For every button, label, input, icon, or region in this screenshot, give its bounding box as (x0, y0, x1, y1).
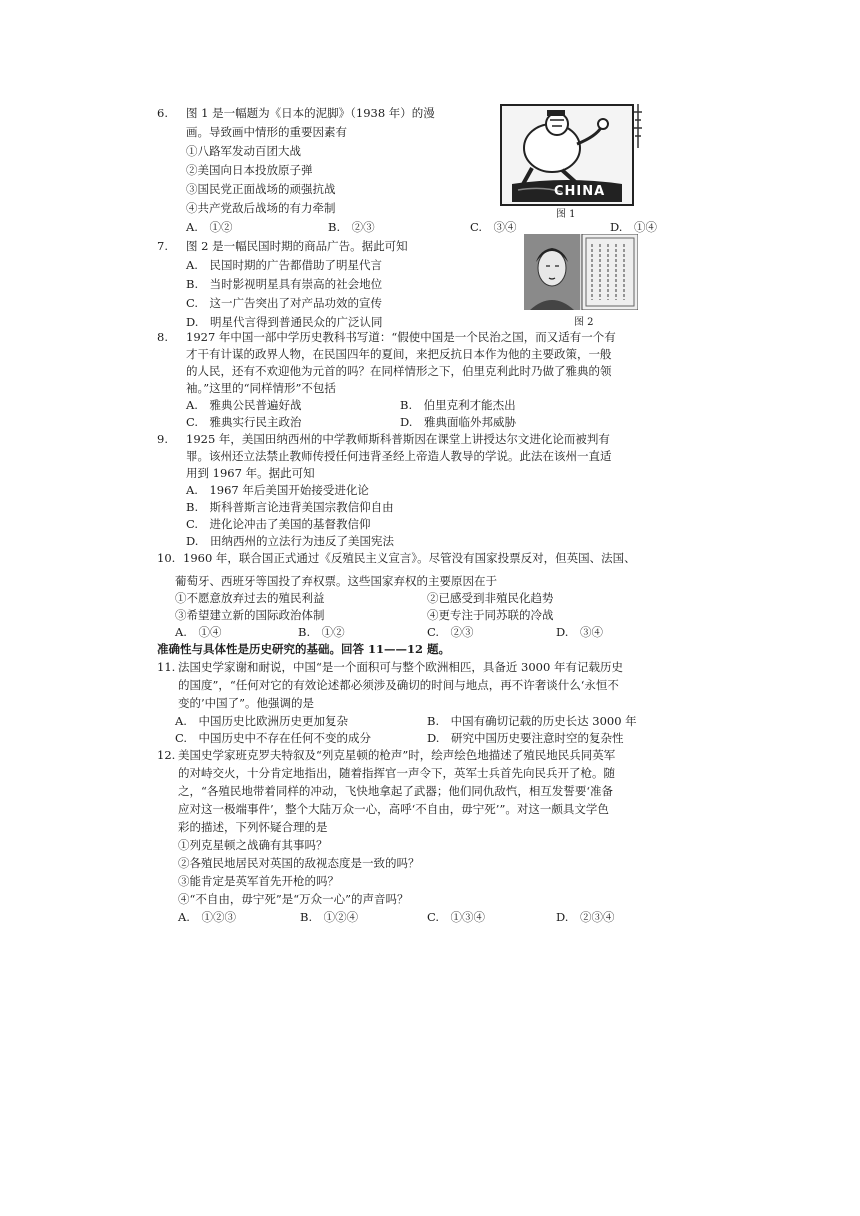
q11-option-c[interactable]: C. 中国历史中不存在任何不变的成分 (175, 731, 372, 745)
q12-item-3: ③能肯定是英军首先开枪的吗？ (178, 874, 339, 888)
q8-option-c[interactable]: C. 雅典实行民主政治 (186, 415, 302, 429)
q10-item-2: ②已感受到非殖民化趋势 (427, 591, 554, 605)
q12-option-c[interactable]: C. ①③④ (427, 910, 486, 924)
q9-option-d[interactable]: D. 田纳西州的立法行为违反了美国宪法 (186, 534, 394, 548)
q9-number: 9. (157, 432, 168, 446)
q6-option-c[interactable]: C. ③④ (470, 220, 517, 234)
q12-stem-line2: 的对峙交火，十分肯定地指出，随着指挥官一声令下，英军士兵首先向民兵开了枪。随 (178, 766, 615, 780)
q7-number: 7. (157, 239, 168, 253)
q10-option-d[interactable]: D. ③④ (556, 625, 603, 639)
q8-option-b[interactable]: B. 伯里克利才能杰出 (400, 398, 516, 412)
q10-number-visible: 10. (157, 551, 176, 565)
q10-item-3: ③希望建立新的国际政治体制 (175, 608, 325, 622)
q6-item-4: ④共产党敌后战场的有力牵制 (186, 201, 336, 215)
q6-item-3: ③国民党正面战场的顽强抗战 (186, 182, 336, 196)
q7-option-b[interactable]: B. 当时影视明星具有崇高的社会地位 (186, 277, 383, 291)
q9-option-b[interactable]: B. 斯科普斯言论违背美国宗教信仰自由 (186, 500, 394, 514)
q9-stem-line3: 用到 1967 年。据此可知 (186, 466, 315, 480)
q10-option-c[interactable]: C. ②③ (427, 625, 474, 639)
q10-item-4: ④更专注于同苏联的冷战 (427, 608, 554, 622)
q8-stem-line2: 才干有计谋的政界人物，在民国四年的夏间，来把反抗日本作为他的主要政策，一般 (186, 347, 612, 361)
q9-stem-line1: 1925 年，美国田纳西州的中学教师斯科普斯因在课堂上讲授达尔文进化论而被判有 (186, 432, 610, 446)
q12-stem-line4: 应对这一极端事件’，整个大陆万众一心，高呼‘不自由，毋宁死’”。对这一颇具文学色 (178, 802, 609, 816)
q6-option-d[interactable]: D. ①④ (610, 220, 657, 234)
advertisement-photo (524, 234, 638, 310)
figure-2-caption: 图 2 (574, 317, 594, 328)
q12-item-4: ④“不自由，毋宁死”是“万众一心”的声音吗？ (178, 892, 409, 906)
q11-option-a[interactable]: A. 中国历史比欧洲历史更加复杂 (175, 714, 348, 728)
q9-option-c[interactable]: C. 进化论冲击了美国的基督教信仰 (186, 517, 371, 531)
q11-option-b[interactable]: B. 中国有确切记载的历史长达 3000 年 (427, 714, 637, 728)
q11-number: 11. (157, 660, 176, 674)
q10-stem-line1: 1960 年，联合国正式通过《反殖民主义宣言》。尽管没有国家投票反对，但英国、法国、 (183, 551, 636, 565)
q7-option-d[interactable]: D. 明星代言得到普通民众的广泛认同 (186, 315, 383, 329)
figure-1-label-china: CHINA (554, 184, 606, 199)
q7-option-a[interactable]: A. 民国时期的广告都借助了明星代言 (186, 258, 382, 272)
q8-stem-line3: 的人民，还有不欢迎他为元首的吗？在同样情形之下，伯里克利此时乃做了雅典的领 (186, 364, 612, 378)
q11-stem-line1: 法国史学家谢和耐说，中国“是一个面积可与整个欧洲相匹，具备近 3000 年有记载历史 (178, 660, 623, 674)
q8-stem-line4: 袖。”这里的“同样情形”不包括 (186, 381, 336, 395)
figure-1-cartoon (500, 104, 634, 206)
q11-option-d[interactable]: D. 研究中国历史要注意时空的复杂性 (427, 731, 624, 745)
q6-item-1: ①八路军发动百团大战 (186, 144, 301, 158)
q11-stem-line3: 变的’中国了”。他强调的是 (178, 696, 315, 710)
q12-option-b[interactable]: B. ①②④ (300, 910, 359, 924)
q7-option-c[interactable]: C. 这一广告突出了对产品功效的宣传 (186, 296, 383, 310)
q10-option-b[interactable]: B. ①② (298, 625, 345, 639)
q12-option-d[interactable]: D. ②③④ (556, 910, 615, 924)
q8-number: 8. (157, 330, 168, 344)
q11-stem-line2: 的国度”，“任何对它的有效论述都必须涉及确切的时间与地点，再不许奢谈什么‘永恒不 (178, 678, 619, 692)
q12-option-a[interactable]: A. ①②③ (178, 910, 236, 924)
q6-stem-line1: 图 1 是一幅题为《日本的泥脚》（1938 年）的漫 (186, 106, 435, 120)
q9-stem-line2: 罪。该州还立法禁止教师传授任何违背圣经上帝造人教导的学说。此法在该州一直适 (186, 449, 612, 463)
q6-option-a[interactable]: A. ①② (186, 220, 233, 234)
q12-item-2: ②各殖民地居民对英国的敌视态度是一致的吗？ (178, 856, 420, 870)
q10-item-1: ①不愿意放弃过去的殖民利益 (175, 591, 325, 605)
figure-2-advertisement (524, 234, 638, 310)
q6-number: 6. (157, 106, 168, 120)
q10-option-a[interactable]: A. ①④ (175, 625, 222, 639)
q6-stem-line2: 画。导致画中情形的重要因素有 (186, 125, 347, 139)
q7-stem: 图 2 是一幅民国时期的商品广告。据此可知 (186, 239, 408, 253)
q6-item-2: ②美国向日本投放原子弹 (186, 163, 313, 177)
q8-stem-line1: 1927 年中国一部中学历史教科书写道：“假使中国是一个民治之国，而又适有一个有 (186, 330, 616, 344)
q6-option-b[interactable]: B. ②③ (328, 220, 375, 234)
figure-1-caption: 图 1 (556, 209, 576, 220)
q10-stem-line2: 葡萄牙、西班牙等国投了弃权票。这些国家弃权的主要原因在于 (175, 574, 497, 588)
q9-option-a[interactable]: A. 1967 年后美国开始接受进化论 (186, 483, 369, 497)
q12-stem-line3: 之，“各殖民地带着同样的冲动，飞快地拿起了武器；他们同仇敌忾，相互发誓要‘准备 (178, 784, 614, 798)
q8-option-a[interactable]: A. 雅典公民普遍好战 (186, 398, 302, 412)
q8-option-d[interactable]: D. 雅典面临外邦威胁 (400, 415, 516, 429)
q12-stem-line1: 美国史学家班克罗夫特叙及“列克星顿的枪声”时，绘声绘色地描述了殖民地民兵同英军 (178, 748, 616, 762)
figure-1-ornament (632, 102, 644, 152)
section-intro: 准确性与具体性是历史研究的基础。回答 11——12 题。 (157, 642, 451, 656)
q12-item-1: ①列克星顿之战确有其事吗？ (178, 838, 328, 852)
q12-number: 12. (157, 748, 176, 762)
q12-stem-line5: 彩的描述，下列怀疑合理的是 (178, 820, 328, 834)
